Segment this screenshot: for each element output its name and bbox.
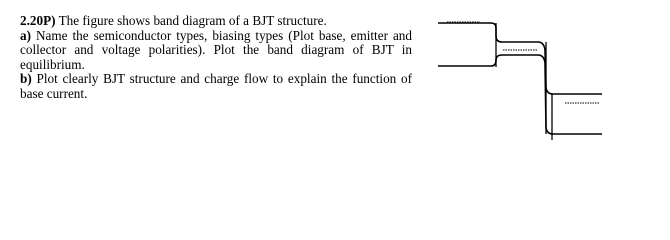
part-b-text: Plot clearly BJT structure and charge flow to explain the function of base current. <box>20 71 413 101</box>
problem-number: 2.20P) <box>20 13 56 28</box>
conduction-band-edge <box>438 23 602 94</box>
part-b-label: b) <box>20 71 32 87</box>
problem-intro: The figure shows band diagram of a BJT structure. <box>58 13 327 28</box>
part-a-label: a) <box>20 27 31 43</box>
part-a-text: Name the semiconductor types, biasing types (Plot base, emitter and collector and voltage polarities). Plot the band diagram of BJT in equilibrium. <box>20 27 412 72</box>
